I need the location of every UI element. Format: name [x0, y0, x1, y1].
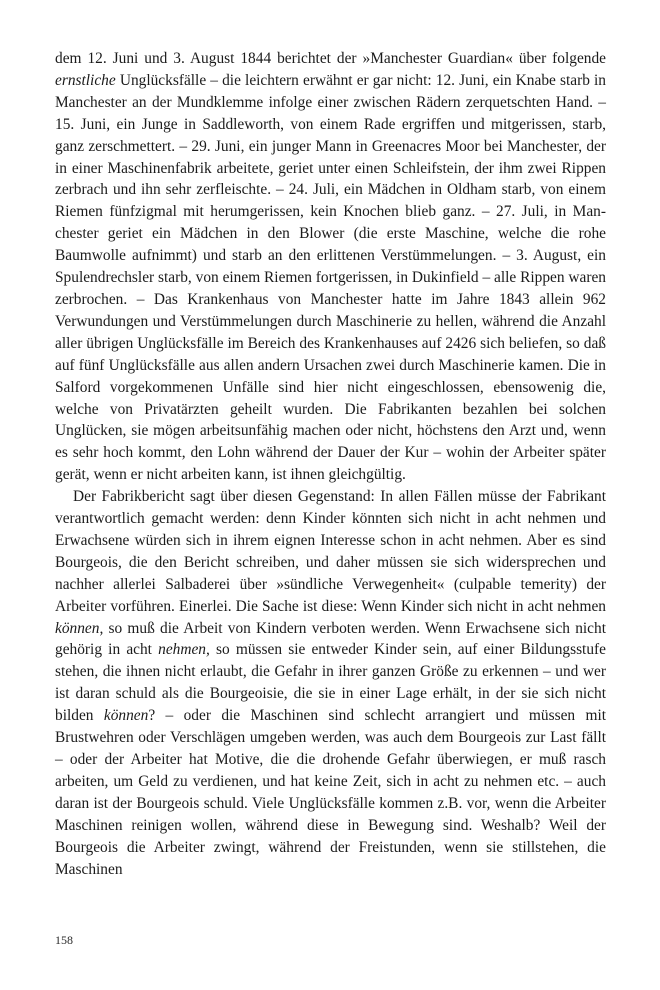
paragraph-2 [55, 486, 606, 880]
italic-emphasis: können [103, 707, 149, 725]
text-run: ? – oder die Maschinen sind schlecht arrangiert und müssen mit Brustwehren oder Verschlägen umgeben werden, was auch dem Bourgeois zur Last fällt – oder der Arbeiter hat Motive, die die drohende Gefahr überwiegen, er muß rasch arbeiten, um Geld zu verdienen, und hat keine Zeit, sich in acht zu nehmen etc. – auch daran ist der Bourgeois schuld. Viele Unglücksfälle kommen z.B. vor, wenn die Arbeiter Maschinen reinigen wollen, während diese in Bewegung sind. Weshalb? Weil der Bourgeois die Arbeiter zwingt, während der Freistunden, wenn sie stillstehen, die Maschinen [55, 707, 606, 878]
paragraph-1 [55, 48, 606, 486]
page-number: 158 [55, 933, 73, 947]
italic-emphasis: ernstliche [55, 71, 116, 89]
text-run: Der Fabrikbericht sagt über diesen Gegenstand: In allen Fällen müsse der Fabrikant verantwortlich gemacht werden: denn Kinder könnten sich nicht in acht nehmen und Erwachsene würden sich in ihrem eignen Interesse schon in acht nehmen. Aber es sind Bourgeois, die den Bericht schreiben, und daher müssen sie sich widersprechen und nachher allerlei Salbaderei über »sündliche Verwegenheit« (culpable temerity) der Arbeiter vorführen. Einerlei. Die Sache ist diese: Wenn Kinder sich nicht in acht nehmen [55, 488, 606, 615]
text-run: Unglücksfälle – die leichtern erwähnt er gar nicht: 12. Juni, ein Knabe starb in Manchester an der Mundklemme infolge einer zwischen Rädern zerquetschten Hand. – 15. Juni, ein Junge in Saddleworth, von einem Rade ergriffen und mitgerissen, starb, ganz zerschmettert. – 29. Juni, ein junger Mann in Greenacres Moor bei Manchester, der in einer Maschinenfabrik arbeitete, geriet unter einen Schleifstein, der ihm zwei Rippen zerbrach und ihn sehr zerfleischte. – 24. Juli, ein Mädchen in Oldham starb, von einem Riemen fünfzigmal mit herumgerissen, kein Knochen blieb ganz. – 27. Juli, in Manchester geriet ein Mädchen in den Blower (die erste Maschine, welche die rohe Baumwolle aufnimmt) und starb an den erlittenen Verstümmelungen. – 3. August, ein Spulendrechsler starb, von einem Riemen fortgerissen, in Dukinfield – alle Rippen waren zerbrochen. – Das Krankenhaus von Manchester hatte im Jahre 1843 allein 962 Verwundungen und Verstümmelungen durch Maschinerie zu hellen, während die Anzahl aller übrigen Unglücksfälle im Bereich des Krankenhauses auf 2426 sich beliefen, so daß auf fünf Unglücksfälle aus allen andern Ursachen zwei durch Maschinerie kamen. Die in Salford vorgekommenen Unfälle sind hier nicht eingeschlossen, ebensowenig die, welche von Privatärzten geheilt wurden. Die Fabrikanten bezahlen bei solchen Unglücken, sie mögen arbeitsunfähig machen oder nicht, höchstens den Arzt und, wenn es sehr hoch kommt, den Lohn während der Dauer der Kur – wohin der Arbeiter später gerät, wenn er nicht arbeiten kann, ist ihnen gleichgültig. [55, 71, 606, 484]
italic-emphasis: können, [55, 619, 104, 637]
body-text [55, 48, 606, 880]
text-run: dem 12. Juni und 3. August 1844 berichtet der »Manchester Guardian« über folgende [55, 50, 606, 67]
text-run: so müssen sie entweder Kinder sein, auf einer Bildungsstufe stehen, die ihnen nicht erlaubt, die Gefahr in ihrer ganzen Größe zu erkennen – und wer ist daran schuld als die Bourgeoisie, die sie in einer Lage erhält, in der sie sich nicht bilden [55, 641, 606, 725]
italic-emphasis: nehmen, [158, 641, 210, 659]
text-run: so muß die Arbeit von Kindern verboten werden. Wenn Erwachsene sich nicht gehörig in acht [55, 619, 606, 659]
